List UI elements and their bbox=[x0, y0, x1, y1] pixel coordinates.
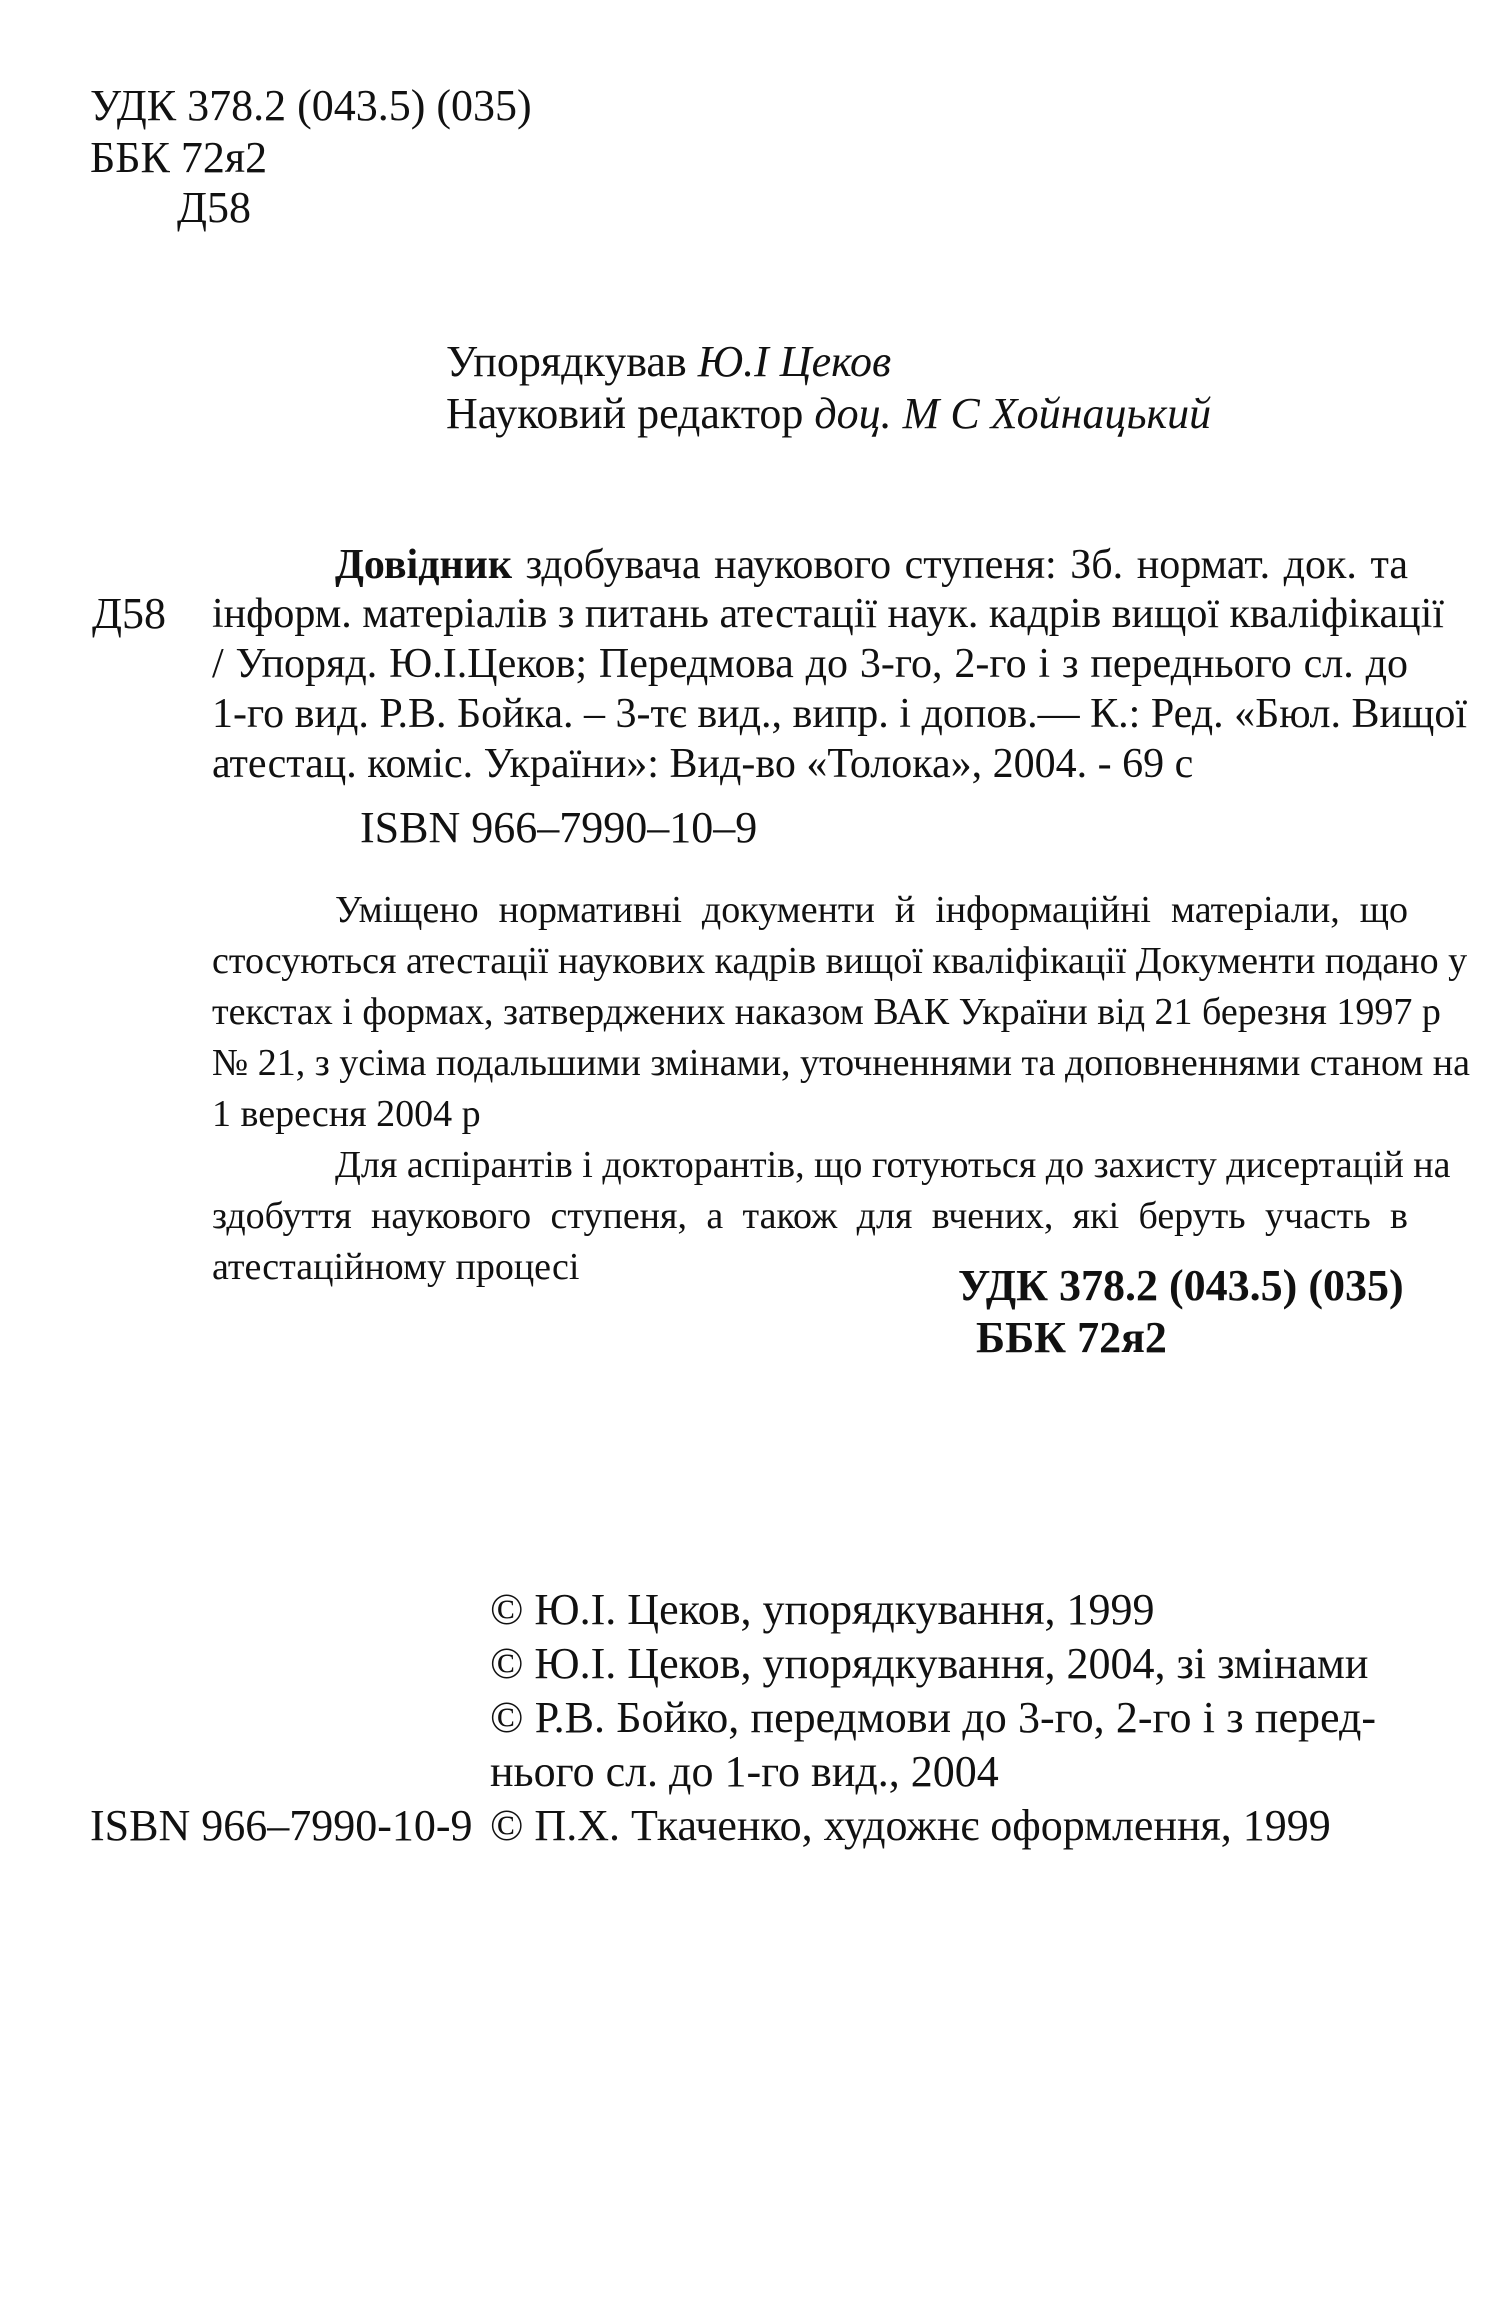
bibliographic-line-5: атестац. коміс. України»: Вид-во «Толока», 2004. - 69 с bbox=[212, 741, 1194, 787]
editor-label: Науковий редактор bbox=[446, 389, 804, 438]
bbk-code-bold: ББК 72я2 bbox=[976, 1313, 1167, 1362]
bibliographic-line-2: інформ. матеріалів з питань атестації наук. кадрів вищої кваліфікації bbox=[212, 591, 1444, 637]
copyright-line-1: © Ю.І. Цеков, упорядкування, 1999 bbox=[490, 1585, 1155, 1634]
udk-code-top: УДК 378.2 (043.5) (035) bbox=[90, 81, 532, 130]
udk-code-bold: УДК 378.2 (043.5) (035) bbox=[958, 1261, 1404, 1310]
copyright-line-2: © Ю.І. Цеков, упорядкування, 2004, зі змінами bbox=[490, 1639, 1369, 1688]
copyright-line-5: © П.Х. Ткаченко, художнє оформлення, 1999 bbox=[490, 1801, 1331, 1850]
compiler-label: Упорядкував bbox=[446, 337, 687, 386]
bibliographic-side-code: Д58 bbox=[92, 589, 167, 638]
copyright-isbn: ISBN 966–7990-10-9 bbox=[90, 1801, 473, 1850]
compiler-line bbox=[446, 334, 891, 390]
compiler-name: Ю.І Цеков bbox=[697, 337, 892, 386]
bibliographic-line-1 bbox=[335, 537, 1408, 593]
annotation-line-3: текстах і формах, затверджених наказом ВАК України від 21 березня 1997 р bbox=[212, 991, 1441, 1033]
editor-name: доц. М С Хойнацький bbox=[814, 389, 1212, 438]
bibliographic-line-3: / Упоряд. Ю.І.Цеков; Передмова до 3-го, 2-го і з переднього сл. до bbox=[212, 641, 1408, 687]
copyright-line-3: © Р.В. Бойко, передмови до 3-го, 2-го і з перед- bbox=[490, 1693, 1376, 1742]
author-sign-code: Д58 bbox=[177, 183, 252, 232]
bibliographic-line-4: 1-го вид. Р.В. Бойка. – 3-тє вид., випр. і допов.— К.: Ред. «Бюл. Вищої bbox=[212, 691, 1467, 737]
annotation-line-2: стосуються атестації наукових кадрів вищої кваліфікації Документи подано у bbox=[212, 940, 1468, 982]
annotation-line-5: 1 вересня 2004 р bbox=[212, 1093, 481, 1135]
bibliographic-line-1-text: здобувача наукового ступеня: Зб. нормат. док. та bbox=[512, 542, 1408, 588]
audience-line-1: Для аспірантів і докторантів, що готуються до захисту дисертацій на bbox=[335, 1144, 1451, 1186]
annotation-line-1: Уміщено нормативні документи й інформаційні матеріали, що bbox=[335, 889, 1408, 931]
annotation-line-4: № 21, з усіма подальшими змінами, уточненнями та доповненнями станом на bbox=[212, 1042, 1470, 1084]
bibliographic-title: Довідник bbox=[335, 542, 513, 588]
bbk-code-top: ББК 72я2 bbox=[90, 133, 268, 182]
bibliographic-isbn: ISBN 966–7990–10–9 bbox=[360, 803, 758, 852]
copyright-line-4: нього сл. до 1-го вид., 2004 bbox=[490, 1747, 999, 1796]
audience-line-2: здобуття наукового ступеня, а також для вчених, які беруть участь в bbox=[212, 1195, 1408, 1237]
audience-line-3: атестаційному процесі bbox=[212, 1246, 580, 1288]
editor-line bbox=[446, 386, 1211, 442]
